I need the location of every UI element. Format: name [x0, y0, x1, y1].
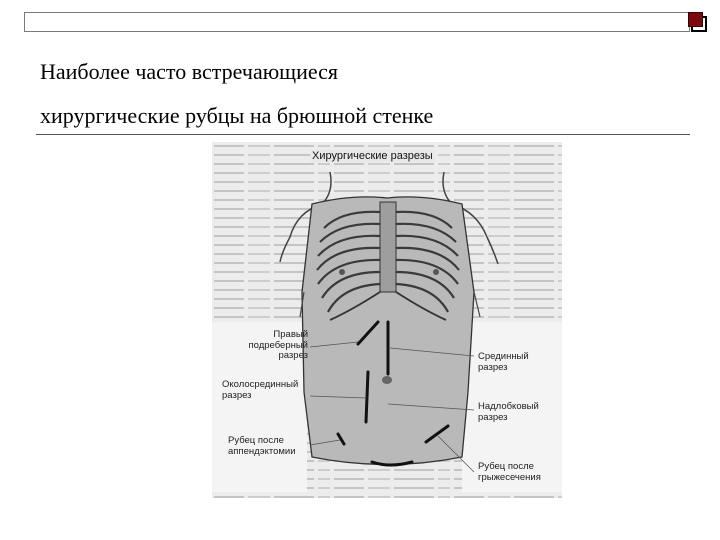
title-underline [36, 134, 690, 135]
label-midline: Срединный разрез [478, 351, 529, 373]
slide-title [40, 50, 433, 138]
slide-title-line-1: Наиболее часто встречающиеся [40, 59, 339, 84]
label-paramedian: Околосрединный разрез [222, 379, 299, 401]
slide-title-line-2: хирургические рубцы на брюшной стенке [40, 103, 434, 128]
label-appendectomy: Рубец после аппендэктомии [228, 435, 296, 457]
label-right-subcostal: Правый подреберный разрез [248, 329, 308, 361]
top-decorative-bar [24, 12, 690, 32]
label-suprapubic: Надлобковый разрез [478, 401, 539, 423]
corner-square-accent [688, 12, 703, 27]
figure-caption: Хирургические разрезы [312, 150, 433, 162]
label-hernia: Рубец после грыжесечения [478, 461, 541, 483]
